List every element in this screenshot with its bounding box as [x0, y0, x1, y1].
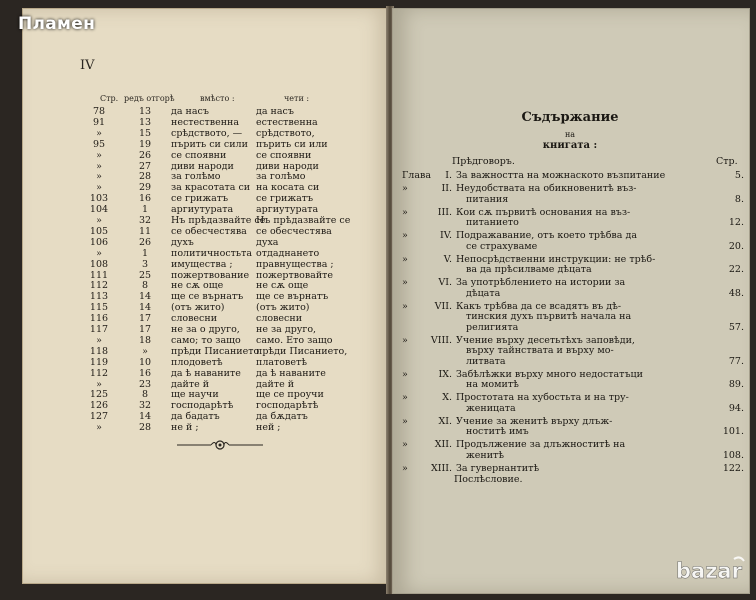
toc-prefix: » — [402, 334, 408, 346]
toc-chapter-number: X. — [442, 392, 452, 403]
errata-cell-line: 13 — [138, 116, 152, 128]
errata-cell-wrong: да бадатъ — [171, 411, 220, 423]
errata-cell-wrong: имущества ; — [171, 258, 233, 270]
errata-cell-wrong: пожертвование — [171, 269, 250, 281]
errata-cell-right: пърить си или — [256, 138, 328, 150]
toc-chapter-title: Продължение за длъжноститѣ на — [456, 439, 626, 450]
errata-cell-line: 25 — [138, 269, 152, 281]
errata-cell-page: » — [96, 247, 102, 259]
errata-cell-page: 112 — [89, 280, 109, 292]
errata-header-page: Стр. — [100, 94, 119, 103]
errata-cell-page: » — [96, 215, 102, 226]
toc-prefix: » — [402, 253, 408, 265]
errata-header-line: редъ отгорѣ — [124, 94, 175, 103]
errata-cell-wrong: се обесчестява — [171, 225, 247, 237]
errata-cell-right: за голѣмо — [256, 171, 306, 183]
toc-chapter-title: Какъ трѣбва да се всадятъ въ дѣ- — [456, 300, 622, 312]
errata-cell-wrong: нестественна — [171, 116, 240, 128]
toc-chapter-title-cont: тинския духъ първитѣ начала на — [466, 311, 632, 322]
errata-cell-wrong: срѣдството, — — [171, 127, 243, 139]
errata-cell-right: ней ; — [256, 422, 281, 434]
errata-cell-line: 16 — [138, 193, 152, 205]
errata-cell-wrong: пърить си сили — [171, 138, 248, 150]
errata-cell-line: 26 — [138, 149, 152, 161]
errata-cell-wrong: само; то защо — [171, 334, 241, 346]
errata-cell-right: аргиутурата — [256, 204, 319, 216]
toc-chapter-number: XII. — [434, 439, 452, 450]
errata-cell-right: да бѫдатъ — [256, 411, 308, 423]
errata-cell-right: се обесчестява — [256, 225, 332, 237]
toc-chapter-title: Учение за женитѣ върху длъж- — [456, 415, 613, 427]
errata-cell-right: пожертвовайте — [256, 269, 334, 281]
toc-chapter-number: VI. — [438, 277, 452, 288]
errata-cell-right: да насъ — [256, 106, 294, 117]
page-number: IV — [80, 58, 95, 73]
toc-page-number: 22. — [728, 264, 744, 275]
toc-title: Съдържание — [521, 110, 619, 125]
toc-chapter-title: За гувернантитѣ — [456, 462, 540, 474]
errata-cell-line: 3 — [141, 258, 149, 270]
toc-chapter-title-cont: върху тайнствата и върху мо- — [466, 345, 614, 356]
toc-chapter-title: Неудобствата на обикновенитѣ въз- — [456, 183, 637, 194]
toc-prefix: » — [402, 368, 408, 380]
toc-chapter-number: II. — [441, 183, 452, 194]
errata-cell-page: 118 — [89, 345, 109, 357]
errata-cell-page: 103 — [89, 193, 109, 205]
errata-cell-wrong: за красотата си — [171, 182, 251, 194]
toc-chapter-title-cont: се страхуваме — [466, 240, 538, 252]
errata-cell-line: 17 — [138, 324, 152, 335]
errata-cell-wrong: диви народи — [171, 160, 234, 172]
toc-prefix: » — [402, 206, 408, 218]
errata-header-wrong: вмѣсто : — [200, 94, 235, 103]
errata-cell-wrong: да ѣ наваните — [171, 367, 241, 379]
errata-header-right: чети : — [284, 94, 310, 103]
toc-page-number: 94. — [728, 402, 744, 414]
errata-cell-line: » — [142, 345, 148, 357]
errata-cell-line: 11 — [138, 225, 152, 237]
errata-cell-line: 19 — [138, 138, 152, 150]
errata-cell-right: платоветѣ — [256, 356, 307, 368]
toc-prefix: » — [402, 230, 408, 241]
errata-cell-line: 17 — [138, 313, 152, 325]
errata-cell-page: 115 — [89, 302, 109, 314]
errata-cell-wrong: аргиутурата — [171, 204, 234, 216]
errata-cell-page: » — [96, 160, 102, 172]
errata-cell-wrong: господарѣтѣ — [171, 400, 234, 412]
errata-cell-line: 18 — [138, 334, 152, 346]
errata-cell-page: 95 — [92, 138, 106, 150]
bazar-logo — [674, 553, 750, 587]
errata-cell-right: диви народи — [256, 160, 319, 172]
toc-page-number: 101. — [722, 426, 744, 437]
errata-cell-wrong: ще научи — [171, 389, 219, 401]
errata-cell-line: 14 — [138, 411, 152, 423]
toc-page-number: 20. — [728, 240, 744, 252]
errata-cell-page: 111 — [89, 269, 109, 281]
errata-cell-page: » — [96, 378, 102, 390]
errata-cell-wrong: се грижатъ — [171, 193, 229, 205]
errata-cell-right: се споявни — [256, 149, 312, 161]
errata-cell-right: господарѣтѣ — [256, 400, 319, 412]
toc-page-number: 5. — [734, 170, 744, 181]
toc-prefix: » — [402, 183, 408, 194]
toc-chapter-number: VII. — [434, 300, 452, 312]
errata-cell-line: 29 — [138, 182, 152, 194]
errata-cell-right: само. Ето защо — [256, 334, 333, 346]
errata-cell-page: 91 — [92, 116, 106, 128]
errata-cell-line: 13 — [138, 106, 152, 117]
toc-chapter-title: Учение върху десетьтѣхъ заповѣди, — [456, 334, 635, 346]
toc-prefix: » — [402, 300, 408, 312]
toc-chapter-title: Простотата на хубостьта и на тру- — [456, 392, 629, 403]
errata-cell-page: 125 — [89, 389, 109, 401]
errata-cell-line: 15 — [138, 127, 152, 139]
toc-prefix: » — [402, 462, 408, 474]
toc-page-number: 8. — [734, 193, 744, 205]
toc-chapter-title: За употрѣблението на истории за — [456, 277, 626, 288]
errata-cell-page: » — [96, 422, 102, 434]
errata-cell-wrong: плодоветѣ — [171, 356, 223, 368]
errata-cell-right: да ѣ наваните — [256, 367, 326, 379]
errata-cell-wrong: за голѣмо — [171, 171, 221, 183]
ornament-divider — [175, 438, 265, 452]
errata-cell-wrong: ще се върнатъ — [171, 291, 244, 303]
toc-chapter-title-cont: дѣцата — [466, 287, 501, 299]
errata-cell-right: Нъ прѣдазвайте се — [256, 215, 351, 226]
toc-chapter-number: VIII. — [430, 334, 452, 346]
toc-chapter-title-cont: ва да прѣсилваме дѣцата — [466, 264, 592, 275]
errata-cell-line: 16 — [138, 367, 152, 379]
toc-page-number: 77. — [728, 355, 744, 367]
errata-cell-right: духа — [256, 236, 279, 248]
errata-cell-wrong: прѣди Писанието — [171, 345, 260, 357]
errata-cell-wrong: словесни — [171, 313, 218, 325]
errata-cell-line: 32 — [138, 215, 152, 226]
errata-cell-line: 14 — [138, 302, 152, 314]
errata-cell-page: 78 — [92, 106, 106, 117]
errata-cell-line: 8 — [141, 389, 149, 401]
toc-title-sub: на — [564, 130, 576, 139]
errata-cell-page: 105 — [89, 225, 109, 237]
toc-prefix: » — [402, 392, 408, 403]
errata-cell-line: 1 — [141, 204, 149, 216]
errata-cell-page: 104 — [89, 204, 109, 216]
errata-cell-right: ще се върнатъ — [256, 291, 329, 303]
toc-chapter-number: V. — [443, 253, 452, 265]
toc-chapter-title-cont: на момитѣ — [466, 379, 519, 390]
errata-cell-right: прѣди Писанието, — [256, 345, 348, 357]
errata-cell-line: 28 — [138, 171, 152, 183]
errata-cell-page: 119 — [89, 356, 109, 368]
errata-cell-right: дайте й — [256, 378, 295, 390]
toc-chapter-title: Забѣлѣжки върху много недостатъци — [456, 368, 643, 380]
errata-cell-wrong: не за о друго, — [171, 324, 240, 335]
errata-cell-wrong: дайте й — [171, 378, 210, 390]
errata-cell-wrong: политичностьта — [171, 247, 253, 259]
errata-cell-page: 116 — [89, 313, 109, 325]
errata-cell-wrong: Нъ прѣдазвайте се — [171, 215, 266, 226]
errata-cell-right: не за друго, — [256, 324, 317, 335]
errata-cell-right: отдаднането — [256, 247, 320, 259]
toc-title-sub2: книгата : — [542, 140, 598, 151]
errata-cell-wrong: (отъ жито) — [171, 302, 225, 314]
errata-cell-page: 113 — [89, 291, 109, 303]
toc-chapter-title-cont: женитѣ — [466, 449, 505, 461]
toc-page-number: 57. — [728, 321, 744, 333]
toc-preface: Прѣдговоръ. — [452, 156, 515, 167]
toc-page-number: 12. — [728, 217, 744, 228]
errata-cell-wrong: духъ — [171, 236, 194, 248]
toc-chapter-number: I. — [445, 170, 452, 181]
toc-chapter-number: XI. — [438, 415, 452, 427]
errata-cell-wrong: да насъ — [171, 106, 209, 117]
toc-chapter-title: Подражавание, отъ което трѣбва да — [456, 230, 637, 241]
toc-chapter-title-cont: ноститѣ имъ — [466, 426, 529, 437]
errata-cell-page: 126 — [89, 400, 109, 412]
errata-cell-line: 8 — [141, 280, 149, 292]
toc-chapter-title-cont: питания — [466, 193, 509, 205]
errata-cell-right: словесни — [256, 313, 303, 325]
errata-cell-right: се грижатъ — [256, 193, 314, 205]
errata-cell-page: 112 — [89, 367, 109, 379]
errata-cell-line: 26 — [138, 236, 152, 248]
errata-cell-line: 14 — [138, 291, 152, 303]
errata-cell-wrong: не сѫ още — [171, 280, 224, 292]
errata-cell-line: 23 — [138, 378, 152, 390]
errata-cell-right: срѣдството, — [256, 127, 315, 139]
errata-cell-page: 108 — [89, 258, 109, 270]
errata-cell-page: » — [96, 182, 102, 194]
errata-cell-line: 1 — [141, 247, 149, 259]
toc-prefix: Глава — [402, 170, 432, 181]
errata-cell-line: 32 — [138, 400, 152, 412]
errata-cell-right: ще се проучи — [256, 389, 324, 401]
toc-page-number: 122. — [722, 462, 744, 474]
errata-cell-page: » — [96, 334, 102, 346]
toc-prefix: » — [402, 277, 408, 288]
toc-prefix: » — [402, 439, 408, 450]
errata-cell-right: (отъ жито) — [256, 302, 310, 314]
errata-cell-page: » — [96, 171, 102, 183]
errata-cell-right: естественна — [256, 116, 318, 128]
errata-cell-right: не сѫ още — [256, 280, 309, 292]
toc-chapter-title: За важността на можнаското възпитание — [456, 170, 666, 181]
errata-cell-right: правнущества ; — [256, 258, 334, 270]
toc-page-number: 89. — [728, 379, 744, 390]
toc-page-number: 108. — [722, 449, 744, 461]
toc-chapter-title: Кои сѫ първитѣ основания на въз- — [456, 206, 631, 218]
errata-cell-page: 106 — [89, 236, 109, 248]
toc-chapter-number: III. — [437, 206, 452, 218]
errata-cell-wrong: се споявни — [171, 149, 227, 161]
errata-cell-wrong: не й ; — [171, 422, 199, 434]
toc-chapter-title-cont: питанието — [466, 217, 519, 228]
svg-text:bazar: bazar — [676, 559, 742, 583]
errata-cell-line: 10 — [138, 356, 152, 368]
toc-chapter-number: IX. — [438, 368, 452, 380]
errata-cell-page: 127 — [89, 411, 109, 423]
toc-page-number: 48. — [728, 287, 744, 299]
toc-chapter-number: XIII. — [430, 462, 452, 474]
toc-chapter-title: Непосрѣдственни инструкции: не трѣб- — [456, 253, 656, 265]
errata-cell-line: 28 — [138, 422, 152, 434]
toc-prefix: » — [402, 415, 408, 427]
toc-chapter-number: IV. — [440, 230, 452, 241]
uploader-watermark: Пламен — [18, 14, 96, 34]
toc-chapter-title-cont: литвата — [466, 355, 506, 367]
toc-afterword: Послѣсловие. — [454, 474, 523, 485]
errata-cell-page: 117 — [89, 324, 109, 335]
toc-chapter-title-cont: женицата — [466, 402, 516, 414]
toc-page-col-header: Стр. — [716, 156, 738, 167]
toc-chapter-title-cont: религията — [466, 321, 519, 333]
errata-cell-page: » — [96, 127, 102, 139]
errata-cell-page: » — [96, 149, 102, 161]
errata-cell-right: на косата си — [256, 182, 320, 194]
errata-cell-line: 27 — [138, 160, 152, 172]
